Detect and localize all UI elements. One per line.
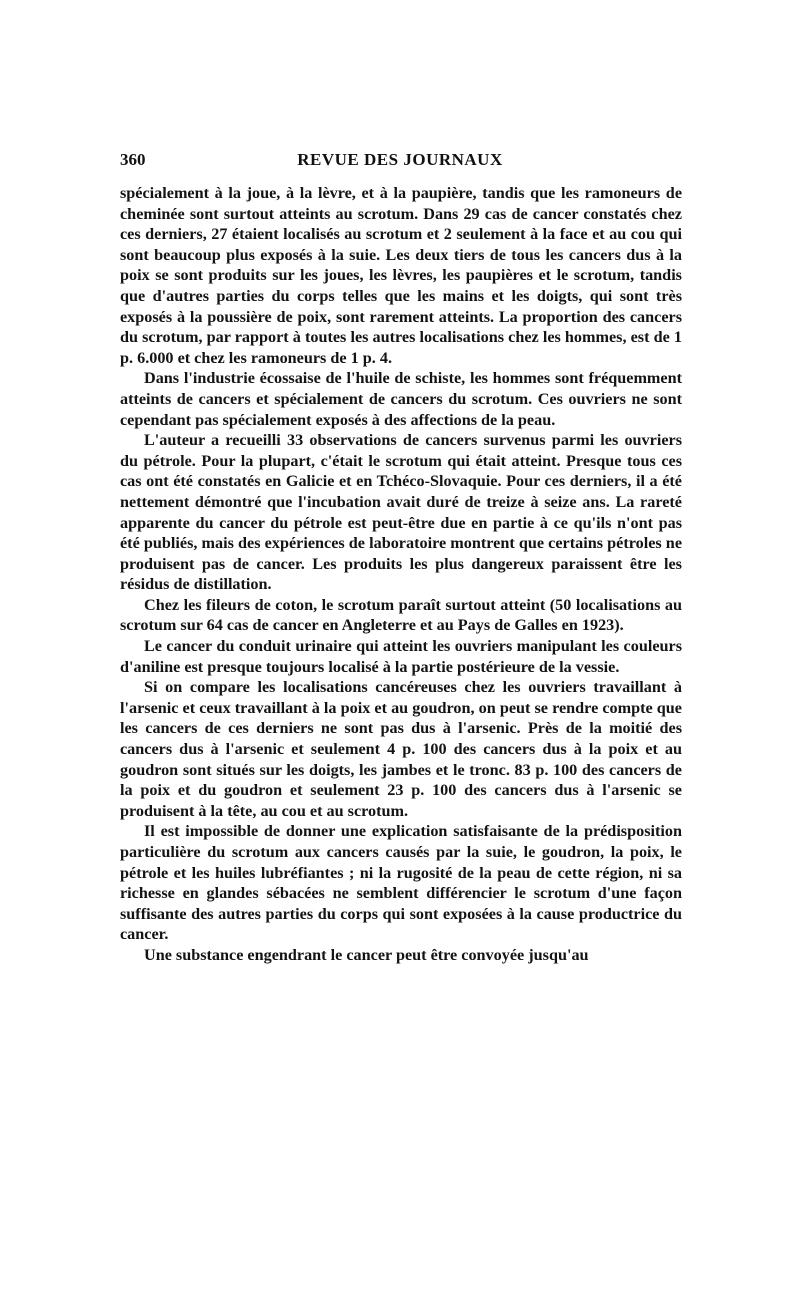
paragraph-3: L'auteur a recueilli 33 observations de cancers survenus parmi les ouvriers du pétrole. Pour la plupart, c'était le scrotum qui était atteint. Presque tous ces cas ont été constatés en Galicie et en Tchéco-Slovaquie. Pour ces derniers, il a été nettement démontré que l'incubation avait duré de treize à seize ans. La rareté apparente du cancer du pétrole est peut-être due en partie à ce qu'ils n'ont pas été publiés, mais des expériences de laboratoire montrent que certains pétroles ne produisent pas de cancer. Les produits les plus dangereux paraissent être les résidus de distillation. <box>120 431 682 594</box>
page-header <box>120 150 680 176</box>
article-body <box>120 183 682 966</box>
paragraph-7: Il est impossible de donner une explication satisfaisante de la prédisposition particulière du scrotum aux cancers causés par la suie, le goudron, la poix, le pétrole et les huiles lubréfiantes ; ni la rugosité de la peau de cette région, ni sa richesse en glandes sébacées ne semblent différencier le scrotum d'une façon suffisante des autres parties du corps qui sont exposées à la cause productrice du cancer. <box>120 822 682 944</box>
paragraph-1: spécialement à la joue, à la lèvre, et à la paupière, tandis que les ramoneurs de cheminée sont surtout atteints au scrotum. Dans 29 cas de cancer constatés chez ces derniers, 27 étaient localisés au scrotum et 2 seulement à la face et au cou qui sont beaucoup plus exposés à la suie. Les deux tiers de tous les cancers dus à la poix se sont produits sur les joues, les lèvres, les paupières et le scrotum, tandis que d'autres parties du corps telles que les mains et les doigts, qui sont très exposés à la poussière de poix, sont rarement atteints. La proportion des cancers du scrotum, par rapport à toutes les autres localisations chez les hommes, est de 1 p. 6.000 et chez les ramoneurs de 1 p. 4. <box>120 184 682 367</box>
paragraph-4: Chez les fileurs de coton, le scrotum paraît surtout atteint (50 localisations au scrotum sur 64 cas de cancer en Angleterre et au Pays de Galles en 1923). <box>120 595 682 635</box>
page-number: 360 <box>120 150 146 169</box>
paragraph-6: Si on compare les localisations cancéreuses chez les ouvriers travaillant à l'arsenic et ceux travaillant à la poix et au goudron, on peut se rendre compte que les cancers de ces derniers ne sont pas dus à l'arsenic. Près de la moitié des cancers dus à l'arsenic et seulement 4 p. 100 des cancers dus à la poix et au goudron sont situés sur les doigts, les jambes et le tronc. 83 p. 100 des cancers de la poix et du goudron et seulement 23 p. 100 des cancers dus à l'arsenic se produisent à la tête, au cou et au scrotum. <box>120 678 682 820</box>
paragraph-2: Dans l'industrie écossaise de l'huile de schiste, les hommes sont fréquemment atteints de cancers et spécialement de cancers du scrotum. Ces ouvriers ne sont cependant pas spécialement exposés à des affections de la peau. <box>120 369 682 429</box>
paragraph-8: Une substance engendrant le cancer peut être convoyée jusqu'au <box>144 945 589 964</box>
paragraph-5: Le cancer du conduit urinaire qui atteint les ouvriers manipulant les couleurs d'aniline est presque toujours localisé à la partie postérieure de la vessie. <box>120 637 682 676</box>
running-title: REVUE DES JOURNAUX <box>297 150 503 169</box>
